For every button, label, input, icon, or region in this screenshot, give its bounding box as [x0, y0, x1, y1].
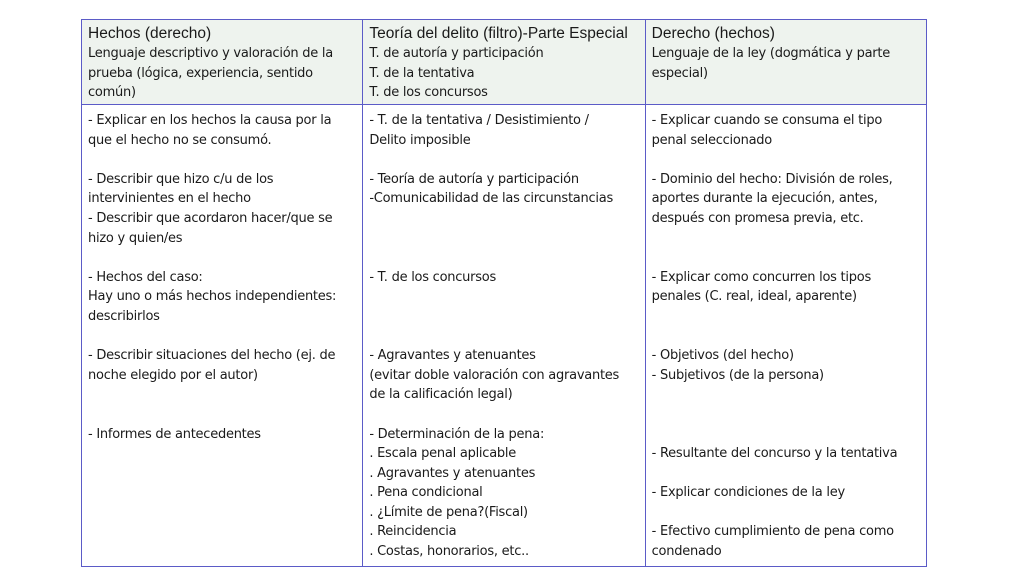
body-line: - Describir que acordaron hacer/que se [88, 210, 333, 226]
body-line [369, 307, 638, 327]
body-line: Delito imposible [369, 132, 471, 148]
column-title: Hechos (derecho) [88, 25, 212, 42]
body-line [369, 209, 638, 229]
body-line [652, 307, 920, 327]
body-line: . Agravantes y atenuantes [369, 465, 536, 481]
subtitle-line: Lenguaje de la ley (dogmática y parte [651, 46, 890, 61]
body-line [88, 385, 356, 405]
subtitle-line: T. de los concursos [369, 85, 488, 101]
body-lines [88, 111, 356, 444]
column-subtitle [88, 44, 356, 103]
body-line: - T. de los concursos [369, 269, 496, 285]
body-line [369, 229, 638, 249]
body-line: - Efectivo cumplimiento de pena como [651, 524, 894, 540]
header-cell-teoria [363, 20, 645, 105]
body-line: hizo y quien/es [88, 230, 183, 246]
body-line: - Determinación de la pena: [369, 426, 545, 442]
subtitle-line: especial) [651, 65, 708, 81]
subtitle-line: T. de la tentativa [369, 65, 475, 81]
body-line: - Explicar como concurren los tipos [651, 269, 871, 285]
body-line [88, 150, 356, 170]
body-line [652, 248, 920, 268]
body-line: . Costas, honorarios, etc.. [369, 544, 529, 560]
body-line [88, 405, 356, 425]
column-subtitle [369, 44, 638, 103]
body-line: - Hechos del caso: [88, 269, 203, 285]
body-line: - Resultante del concurso y la tentativa [651, 446, 898, 462]
body-line: (evitar doble valoración con agravantes [369, 367, 620, 383]
body-line: - Subjetivos (de la persona) [651, 367, 824, 383]
body-line: noche elegido por el autor) [88, 367, 258, 383]
body-line: . Escala penal aplicable [369, 446, 517, 462]
body-line [652, 385, 920, 405]
body-line: - Explicar cuando se consuma el tipo [651, 113, 883, 128]
body-line [369, 150, 638, 170]
subtitle-line: Lenguaje descriptivo y valoración de la [88, 46, 333, 61]
body-line [88, 248, 356, 268]
header-cell-hechos [82, 20, 363, 105]
body-row [82, 105, 927, 567]
subtitle-line: T. de autoría y participación [369, 46, 544, 61]
header-row [82, 20, 927, 105]
body-line: - Describir situaciones del hecho (ej. de [88, 348, 336, 364]
body-line: penal seleccionado [651, 132, 773, 148]
body-line [369, 405, 638, 425]
body-cell-derecho [645, 105, 926, 567]
body-line: . Pena condicional [369, 485, 483, 501]
body-line: Hay uno o más hechos independientes: [88, 289, 337, 305]
body-line: - Agravantes y atenuantes [369, 348, 536, 364]
body-lines [369, 111, 638, 562]
body-line: intervinientes en el hecho [88, 191, 251, 207]
body-line: penales (C. real, ideal, aparente) [651, 289, 857, 305]
body-lines [652, 111, 920, 562]
body-line: - Describir que hizo c/u de los [88, 171, 274, 187]
body-line: aportes durante la ejecución, antes, [651, 191, 878, 207]
column-subtitle [652, 44, 920, 83]
body-line: - Dominio del hecho: División de roles, [651, 171, 893, 187]
body-line: describirlos [88, 308, 160, 324]
body-line: . Reincidencia [369, 524, 457, 540]
body-line: después con promesa previa, etc. [651, 210, 864, 226]
column-title: Derecho (hechos) [651, 25, 775, 42]
body-line: - Explicar condiciones de la ley [651, 485, 845, 501]
body-line [88, 327, 356, 347]
body-line: - Informes de antecedentes [88, 426, 261, 442]
body-line: - Explicar en los hechos la causa por la [88, 113, 332, 128]
subtitle-line: común) [88, 85, 136, 101]
body-line: - Teoría de autoría y participación [369, 171, 579, 187]
body-line [652, 464, 920, 484]
body-line: que el hecho no se consumó. [88, 132, 272, 148]
body-line: - Objetivos (del hecho) [651, 348, 794, 364]
comparison-table [81, 19, 927, 567]
body-line [652, 327, 920, 347]
body-line [652, 150, 920, 170]
body-line [369, 287, 638, 307]
body-line [652, 503, 920, 523]
body-line [369, 327, 638, 347]
subtitle-line: prueba (lógica, experiencia, sentido [88, 65, 313, 81]
column-title: Teoría del delito (filtro)-Parte Especial [369, 25, 628, 42]
body-line: -Comunicabilidad de las circunstancias [369, 191, 613, 207]
body-cell-teoria [363, 105, 645, 567]
body-line [652, 425, 920, 445]
body-line: condenado [651, 544, 722, 560]
body-line [369, 248, 638, 268]
body-line: de la calificación legal) [369, 387, 513, 403]
header-cell-derecho [645, 20, 926, 105]
body-line: - T. de la tentativa / Desistimiento / [369, 113, 589, 128]
body-line: . ¿Límite de pena?(Fiscal) [369, 504, 528, 520]
body-line [652, 405, 920, 425]
body-line [652, 229, 920, 249]
body-cell-hechos [82, 105, 363, 567]
